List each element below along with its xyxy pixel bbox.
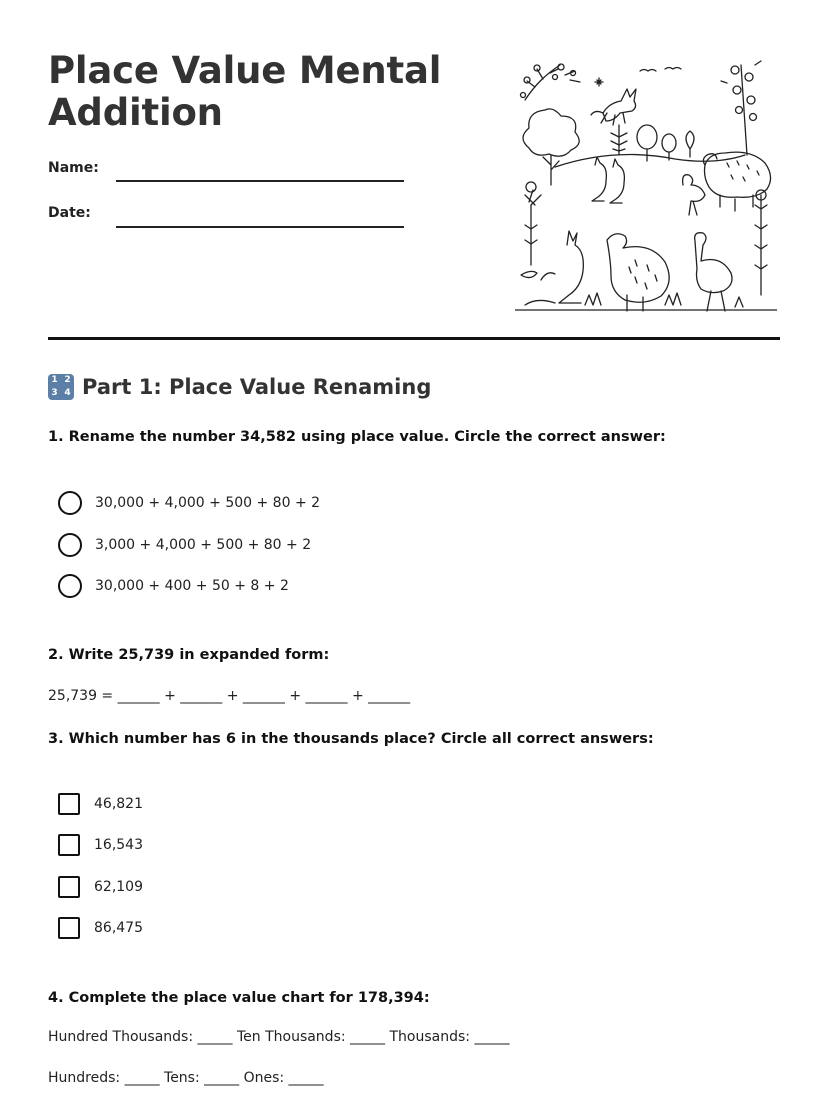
option-label: 46,821 <box>94 796 143 812</box>
option-label: 86,475 <box>94 920 143 936</box>
q1-option-b[interactable] <box>58 533 311 557</box>
date-label: Date: <box>48 205 91 221</box>
radio-circle-icon[interactable] <box>58 574 82 598</box>
q2-answer-line[interactable]: 25,739 = ______ + ______ + ______ + ______ + ______ <box>48 688 411 704</box>
q3-option-b[interactable] <box>58 834 143 856</box>
part1-title: Part 1: Place Value Renaming <box>82 375 432 399</box>
option-label: 3,000 + 4,000 + 500 + 80 + 2 <box>95 537 312 553</box>
q1-option-c[interactable] <box>58 574 289 598</box>
date-line[interactable] <box>116 226 404 228</box>
option-label: 62,109 <box>94 879 143 895</box>
part1-heading <box>48 374 431 400</box>
name-line[interactable] <box>116 180 404 182</box>
question-4: 4. Complete the place value chart for 178,394: <box>48 990 430 1006</box>
tree-icon <box>523 109 579 185</box>
q1-option-a[interactable] <box>58 491 320 515</box>
question-1: 1. Rename the number 34,582 using place value. Circle the correct answer: <box>48 429 666 445</box>
checkbox-icon[interactable] <box>58 876 80 898</box>
worksheet-title: Place Value Mental Addition <box>48 49 442 134</box>
checkbox-icon[interactable] <box>58 793 80 815</box>
checkbox-icon[interactable] <box>58 917 80 939</box>
q4-chart-line-1[interactable]: Hundred Thousands: _____ Ten Thousands: _____ Thousands: _____ <box>48 1029 510 1045</box>
flower-branch-icon <box>521 64 581 100</box>
numbers-icon: 1 2 3 4 <box>48 374 74 400</box>
header-divider <box>48 337 780 340</box>
question-2: 2. Write 25,739 in expanded form: <box>48 647 330 663</box>
name-label: Name: <box>48 160 99 176</box>
flower-stalk-icon <box>721 61 761 155</box>
checkbox-icon[interactable] <box>58 834 80 856</box>
radio-circle-icon[interactable] <box>58 491 82 515</box>
wildflower-icon <box>521 182 555 280</box>
option-label: 30,000 + 400 + 50 + 8 + 2 <box>95 578 289 594</box>
q3-option-c[interactable] <box>58 876 143 898</box>
australian-animals-illustration <box>515 55 777 313</box>
radio-circle-icon[interactable] <box>58 533 82 557</box>
fox-icon <box>591 89 636 125</box>
question-3: 3. Which number has 6 in the thousands place? Circle all correct answers: <box>48 731 654 747</box>
q3-option-d[interactable] <box>58 917 143 939</box>
q4-chart-line-2[interactable]: Hundreds: _____ Tens: _____ Ones: _____ <box>48 1070 324 1086</box>
option-label: 30,000 + 4,000 + 500 + 80 + 2 <box>95 495 321 511</box>
kangaroo-icon <box>592 157 624 203</box>
q3-option-a[interactable] <box>58 793 143 815</box>
option-label: 16,543 <box>94 837 143 853</box>
emu-icon <box>607 234 669 311</box>
